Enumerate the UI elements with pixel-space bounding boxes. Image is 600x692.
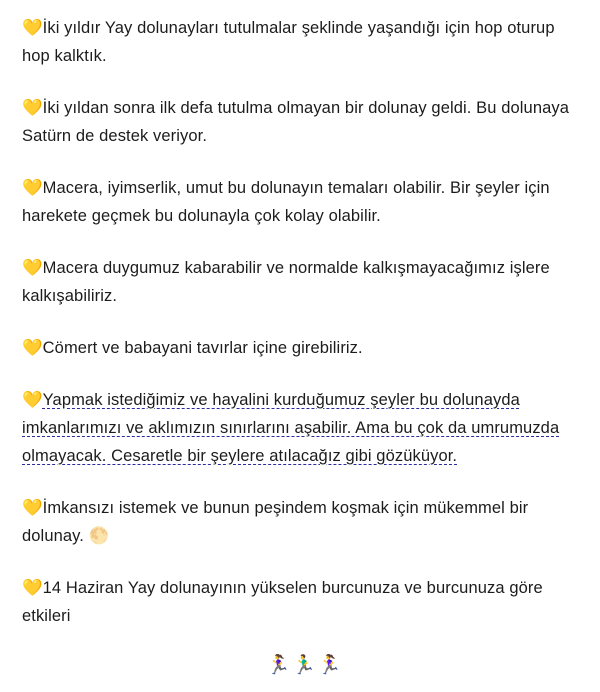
running-people-icon: 🏃‍♀️🏃‍♂️🏃‍♀️ [266, 655, 344, 676]
yellow-heart-icon: 💛 [22, 499, 43, 517]
yellow-heart-icon: 💛 [22, 259, 43, 277]
paragraph-7 [22, 494, 578, 550]
paragraph-1 [22, 14, 578, 70]
runners-decoration [22, 654, 578, 678]
paragraph-4 [22, 254, 578, 310]
paragraph-5 [22, 334, 578, 362]
paragraph-text: Macera duygumuz kabarabilir ve normalde kalkışmayacağımız işlere kalkışabiliriz. [22, 259, 550, 305]
paragraph-8 [22, 574, 578, 630]
yellow-heart-icon: 💛 [22, 179, 43, 197]
yellow-heart-icon: 💛 [22, 99, 43, 117]
paragraph-text: İmkansızı istemek ve bunun peşindem koşmak için mükemmel bir dolunay. 🌕 [22, 499, 529, 545]
paragraph-2 [22, 94, 578, 150]
paragraph-text: İki yıldan sonra ilk defa tutulma olmayan bir dolunay geldi. Bu dolunaya Satürn de destek veriyor. [22, 99, 569, 145]
paragraph-text: 14 Haziran Yay dolunayının yükselen burcunuza ve burcunuza göre etkileri [22, 579, 543, 625]
paragraph-text: Cömert ve babayani tavırlar içine girebiliriz. [42, 339, 363, 357]
paragraph-text-underlined: Yapmak istediğimiz ve hayalini kurduğumuz şeyler bu dolunayda imkanlarımızı ve aklımızın sınırlarını aşabilir. Ama bu çok da umrumuzda olmayacak. Cesaretle bir şeylere atılacağız gibi gözüküyor. [22, 391, 560, 465]
paragraph-6 [22, 386, 578, 470]
yellow-heart-icon: 💛 [22, 391, 43, 409]
paragraph-text: İki yıldır Yay dolunayları tutulmalar şeklinde yaşandığı için hop oturup hop kalktık. [22, 19, 555, 65]
paragraph-3 [22, 174, 578, 230]
yellow-heart-icon: 💛 [22, 579, 43, 597]
yellow-heart-icon: 💛 [22, 339, 43, 357]
yellow-heart-icon: 💛 [22, 19, 43, 37]
paragraph-text: Macera, iyimserlik, umut bu dolunayın temaları olabilir. Bir şeyler için harekete geçmek bu dolunayla çok kolay olabilir. [22, 179, 550, 225]
